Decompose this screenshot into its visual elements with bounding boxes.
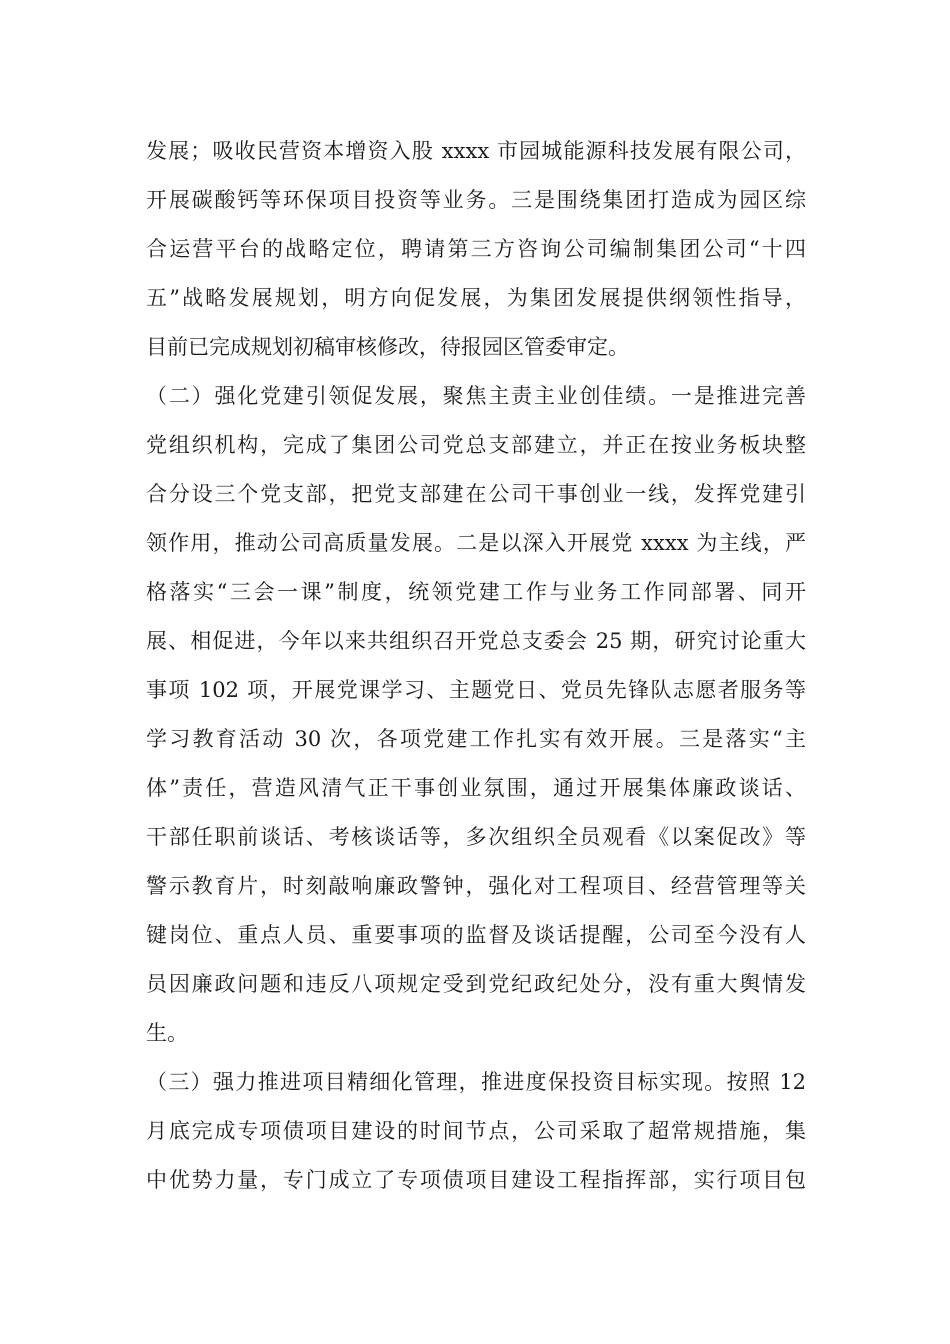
- text-line: 党组织机构，完成了集团公司党总支部建立，并正在按业务板块整: [146, 433, 806, 457]
- text-line: 展、相促进，今年以来共组织召开党总支委会 25 期，研究讨论重大: [146, 629, 806, 653]
- text-line: 员因廉政问题和违反八项规定受到党纪政纪处分，没有重大舆情发: [146, 972, 806, 996]
- text-line: 事项 102 项，开展党课学习、主题党日、党员先锋队志愿者服务等: [146, 678, 806, 702]
- text-line: 开展碳酸钙等环保项目投资等业务。三是围绕集团打造成为园区综: [146, 188, 806, 212]
- text-line: 格落实“三会一课”制度，统领党建工作与业务工作同部署、同开: [146, 580, 806, 604]
- text-line: 合运营平台的战略定位，聘请第三方咨询公司编制集团公司“十四: [146, 237, 806, 261]
- text-line: （二）强化党建引领促发展，聚焦主责主业创佳绩。一是推进完善: [146, 384, 806, 408]
- text-line: （三）强力推进项目精细化管理，推进度保投资目标实现。按照 12: [146, 1070, 806, 1094]
- text-line: 警示教育片，时刻敲响廉政警钟，强化对工程项目、经营管理等关: [146, 874, 806, 898]
- document-body: [146, 127, 806, 1205]
- text-line: 生。: [146, 1021, 188, 1045]
- text-line: 学习教育活动 30 次，各项党建工作扎实有效开展。三是落实“主: [146, 727, 806, 751]
- text-line: 中优势力量，专门成立了专项债项目建设工程指挥部，实行项目包: [146, 1168, 806, 1192]
- text-line: 目前已完成规划初稿审核修改，待报园区管委审定。: [146, 335, 629, 359]
- text-line: 月底完成专项债项目建设的时间节点，公司采取了超常规措施，集: [146, 1119, 806, 1143]
- text-line: 发展；吸收民营资本增资入股 xxxx 市园城能源科技发展有限公司，: [146, 139, 806, 163]
- text-line: 干部任职前谈话、考核谈话等，多次组织全员观看《以案促改》等: [146, 825, 806, 849]
- text-line: 键岗位、重点人员、重要事项的监督及谈话提醒，公司至今没有人: [146, 923, 806, 947]
- text-line: 五”战略发展规划，明方向促发展，为集团发展提供纲领性指导，: [146, 286, 806, 310]
- text-line: 合分设三个党支部，把党支部建在公司干事创业一线，发挥党建引: [146, 482, 806, 506]
- text-line: 体”责任，营造风清气正干事创业氛围，通过开展集体廉政谈话、: [146, 776, 806, 800]
- text-line: 领作用，推动公司高质量发展。二是以深入开展党 xxxx 为主线，严: [146, 531, 806, 555]
